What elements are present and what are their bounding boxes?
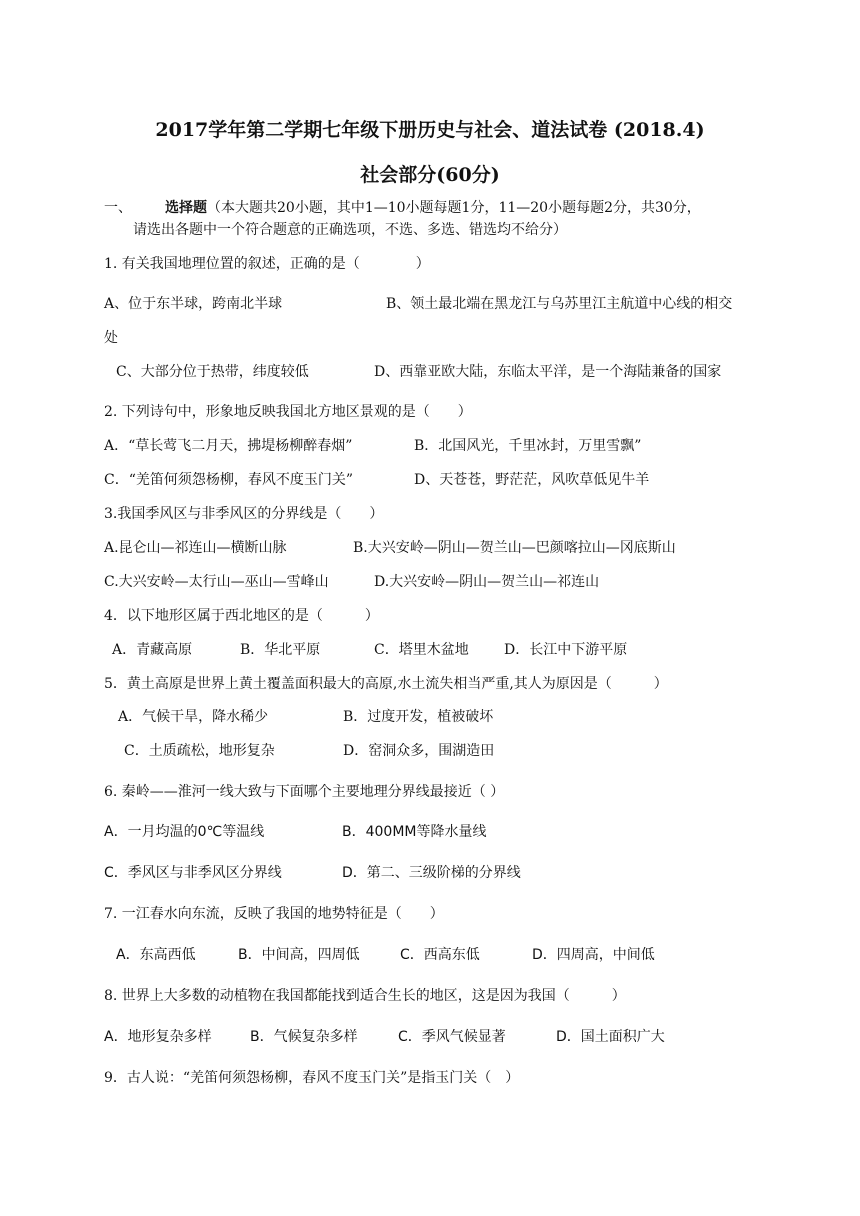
- option: A．青藏高原: [112, 642, 193, 658]
- exam-subtitle: 社会部分(60分): [360, 164, 500, 186]
- option: D、天苍苍，野茫茫，风吹草低见牛羊: [414, 472, 650, 488]
- option: D．第二、三级阶梯的分界线: [342, 865, 521, 881]
- option: C．塔里木盆地: [374, 642, 469, 658]
- option: C．“羌笛何须怨杨柳，春风不度玉门关”: [104, 472, 354, 488]
- section-instruction-2: 请选出各题中一个符合题意的正确选项，不选、多选、错选均不给分）: [133, 222, 567, 238]
- question-stem: 8. 世界上大多数的动植物在我国都能找到适合生长的地区，这是因为我国（ ）: [104, 988, 626, 1004]
- option: B.大兴安岭—阴山—贺兰山—巴颜喀拉山—冈底斯山: [353, 540, 676, 556]
- option: D．四周高，中间低: [532, 947, 655, 963]
- option: B．北国风光，千里冰封，万里雪飘”: [414, 438, 642, 454]
- option: B．400MM等降水量线: [342, 824, 487, 840]
- option: B．华北平原: [240, 642, 321, 658]
- option: D．国土面积广大: [556, 1029, 665, 1045]
- exam-title: 2017学年第二学期七年级下册历史与社会、道法试卷 (2018.4): [155, 119, 705, 141]
- option: A．气候干旱，降水稀少: [118, 709, 269, 725]
- option: B．过度开发，植被破坏: [343, 709, 494, 725]
- question-stem: 2. 下列诗句中，形象地反映我国北方地区景观的是（ ）: [104, 404, 472, 420]
- question-stem: 1. 有关我国地理位置的叙述，正确的是（ ）: [104, 256, 430, 272]
- option: A.昆仑山—祁连山—横断山脉: [104, 540, 287, 556]
- question-stem: 9．古人说：“羌笛何须怨杨柳，春风不度玉门关”是指玉门关（ ）: [104, 1070, 520, 1086]
- option: A．一月均温的0℃等温线: [104, 824, 265, 840]
- option: C．土质疏松，地形复杂: [124, 743, 275, 759]
- option: B、领土最北端在黑龙江与乌苏里江主航道中心线的相交: [386, 296, 733, 312]
- option: A．“草长莺飞二月天，拂堤杨柳醉春烟”: [104, 438, 353, 454]
- section-heading: [165, 198, 701, 218]
- section-name: 选择题: [165, 200, 207, 216]
- option: A．地形复杂多样: [104, 1029, 212, 1045]
- option: A．东高西低: [116, 947, 196, 963]
- option: C．西高东低: [400, 947, 480, 963]
- question-stem: 6. 秦岭——淮河一线大致与下面哪个主要地理分界线最接近（ ）: [104, 784, 505, 800]
- option: D．窑洞众多，围湖造田: [343, 743, 495, 759]
- option: D.大兴安岭—阴山—贺兰山—祁连山: [374, 574, 600, 590]
- question-stem: 5．黄土高原是世界上黄土覆盖面积最大的高原,水土流失相当严重,其人为原因是（ ）: [104, 676, 668, 692]
- question-stem: 7. 一江春水向东流，反映了我国的地势特征是（ ）: [104, 906, 444, 922]
- question-stem: 4．以下地形区属于西北地区的是（ ）: [104, 608, 379, 624]
- section-number: 一、: [104, 200, 132, 216]
- option: B．气候复杂多样: [250, 1029, 358, 1045]
- option: D．长江中下游平原: [504, 642, 628, 658]
- option: C、大部分位于热带，纬度较低: [116, 364, 309, 380]
- option: C.大兴安岭—太行山—巫山—雪峰山: [104, 574, 329, 590]
- option: C．季风区与非季风区分界线: [104, 865, 282, 881]
- section-instruction-1: （本大题共20小题，其中1—10小题每题1分，11—20小题每题2分，共30分，: [207, 200, 701, 216]
- option-continuation: 处: [104, 330, 118, 346]
- question-stem: 3.我国季风区与非季风区的分界线是（ ）: [104, 506, 384, 522]
- option: C．季风气候显著: [398, 1029, 506, 1045]
- option: D、西靠亚欧大陆，东临太平洋，是一个海陆兼备的国家: [374, 364, 722, 380]
- option: A、位于东半球，跨南北半球: [104, 296, 283, 312]
- option: B．中间高，四周低: [238, 947, 360, 963]
